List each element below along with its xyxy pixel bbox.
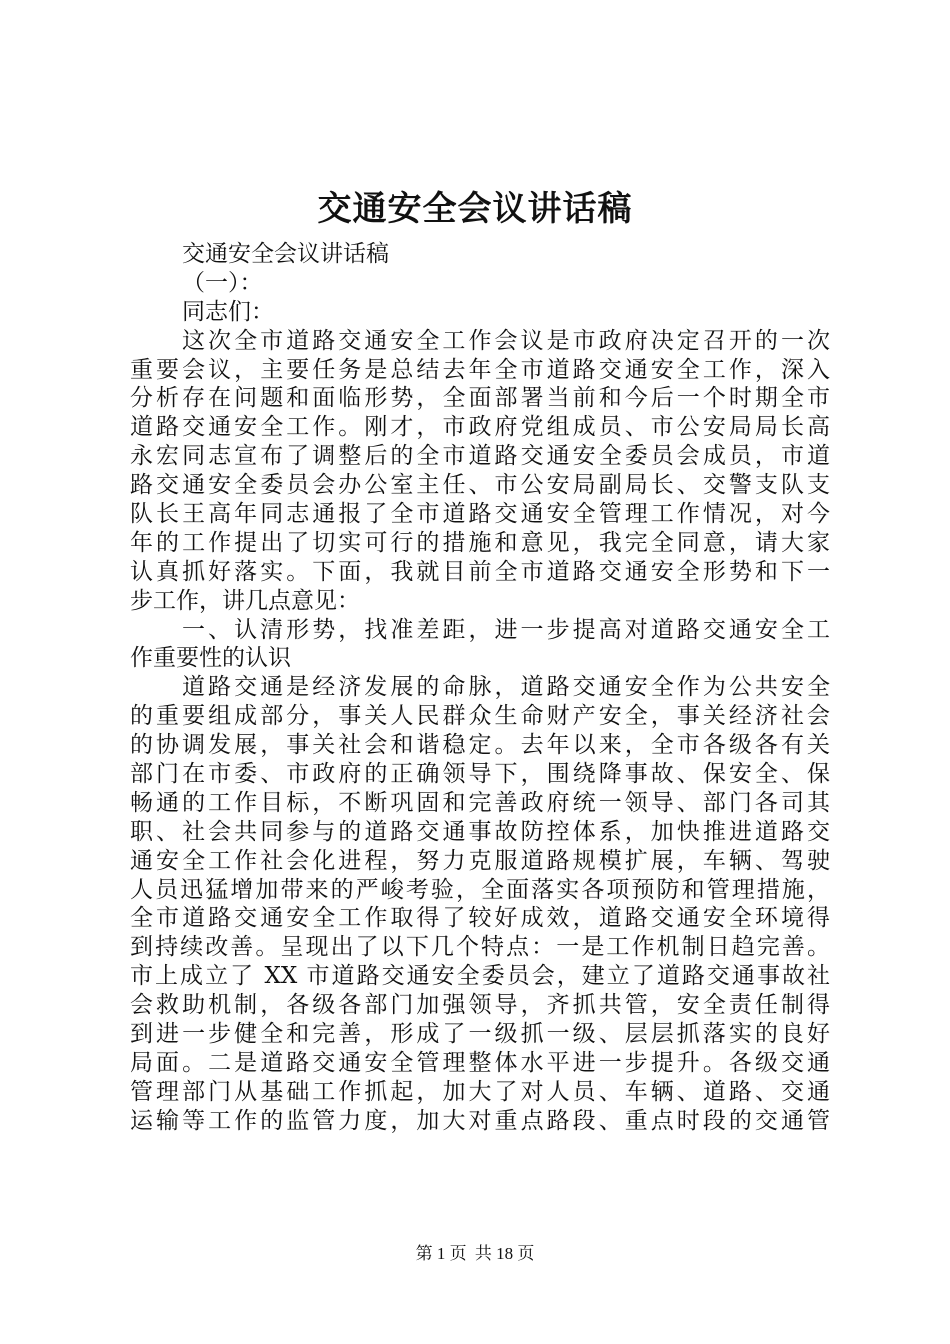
- page-total: 共 18 页: [474, 1244, 535, 1263]
- text-line: 部门在市委、市政府的正确领导下，围绕降事故、保安全、保: [130, 761, 830, 788]
- text-line: 的协调发展，事关社会和谐稳定。去年以来，全市各级各有关: [130, 732, 830, 759]
- text-line: 交通安全会议讲话稿: [182, 241, 389, 267]
- text-line: 队长王高年同志通报了全市道路交通安全管理工作情况，对今: [130, 501, 830, 528]
- text-line: 人员迅猛增加带来的严峻考验，全面落实各项预防和管理措施，: [130, 876, 830, 903]
- text-line: 一、认清形势，找准差距，进一步提高对道路交通安全工: [182, 616, 830, 643]
- text-line: 作重要性的认识: [130, 645, 291, 672]
- text-line: （一）：: [182, 269, 263, 296]
- text-line: 局面。二是道路交通安全管理整体水平进一步提升。各级交通: [130, 1049, 830, 1076]
- text-line: 会救助机制，各级各部门加强领导，齐抓共管，安全责任制得: [130, 992, 830, 1019]
- text-line: 畅通的工作目标，不断巩固和完善政府统一领导、部门各司其: [130, 789, 830, 816]
- page-number: 第 1 页: [415, 1244, 467, 1263]
- text-line: 路交通安全委员会办公室主任、市公安局副局长、交警支队支: [130, 472, 830, 499]
- text-line: 步工作，讲几点意见：: [130, 587, 360, 614]
- text-line: 同志们：: [182, 298, 274, 325]
- text-line: 道路交通是经济发展的命脉，道路交通安全作为公共安全: [182, 674, 830, 701]
- document-title: 交通安全会议讲话稿: [317, 189, 633, 229]
- text-line: 到持续改善。呈现出了以下几个特点：一是工作机制日趋完善。: [130, 934, 830, 961]
- text-line: 的重要组成部分，事关人民群众生命财产安全，事关经济社会: [130, 703, 830, 730]
- text-line: 全市道路交通安全工作取得了较好成效，道路交通安全环境得: [130, 905, 830, 932]
- text-line: 职、社会共同参与的道路交通事故防控体系，加快推进道路交: [130, 818, 830, 845]
- text-line: 到进一步健全和完善，形成了一级抓一级、层层抓落实的良好: [130, 1021, 830, 1048]
- text-line: 永宏同志宣布了调整后的全市道路交通安全委员会成员，市道: [130, 443, 830, 470]
- text-line: 分析存在问题和面临形势，全面部署当前和今后一个时期全市: [130, 385, 830, 412]
- text-line: 认真抓好落实。下面，我就目前全市道路交通安全形势和下一: [130, 558, 830, 585]
- text-line: 管理部门从基础工作抓起，加大了对人员、车辆、道路、交通: [130, 1078, 830, 1105]
- document-body: [130, 240, 830, 1136]
- text-line: 运输等工作的监管力度，加大对重点路段、重点时段的交通管: [130, 1107, 830, 1134]
- text-line: 通安全工作社会化进程，努力克服道路规模扩展，车辆、驾驶: [130, 847, 830, 874]
- text-line: 年的工作提出了切实可行的措施和意见，我完全同意，请大家: [130, 529, 830, 556]
- text-line: 道路交通安全工作。刚才，市政府党组成员、市公安局局长高: [130, 414, 830, 441]
- text-line: 市上成立了 XX 市道路交通安全委员会，建立了道路交通事故社: [130, 963, 830, 990]
- text-line: 这次全市道路交通安全工作会议是市政府决定召开的一次: [182, 327, 830, 354]
- text-line: 重要会议，主要任务是总结去年全市道路交通安全工作，深入: [130, 356, 830, 383]
- page-footer: [0, 1242, 950, 1266]
